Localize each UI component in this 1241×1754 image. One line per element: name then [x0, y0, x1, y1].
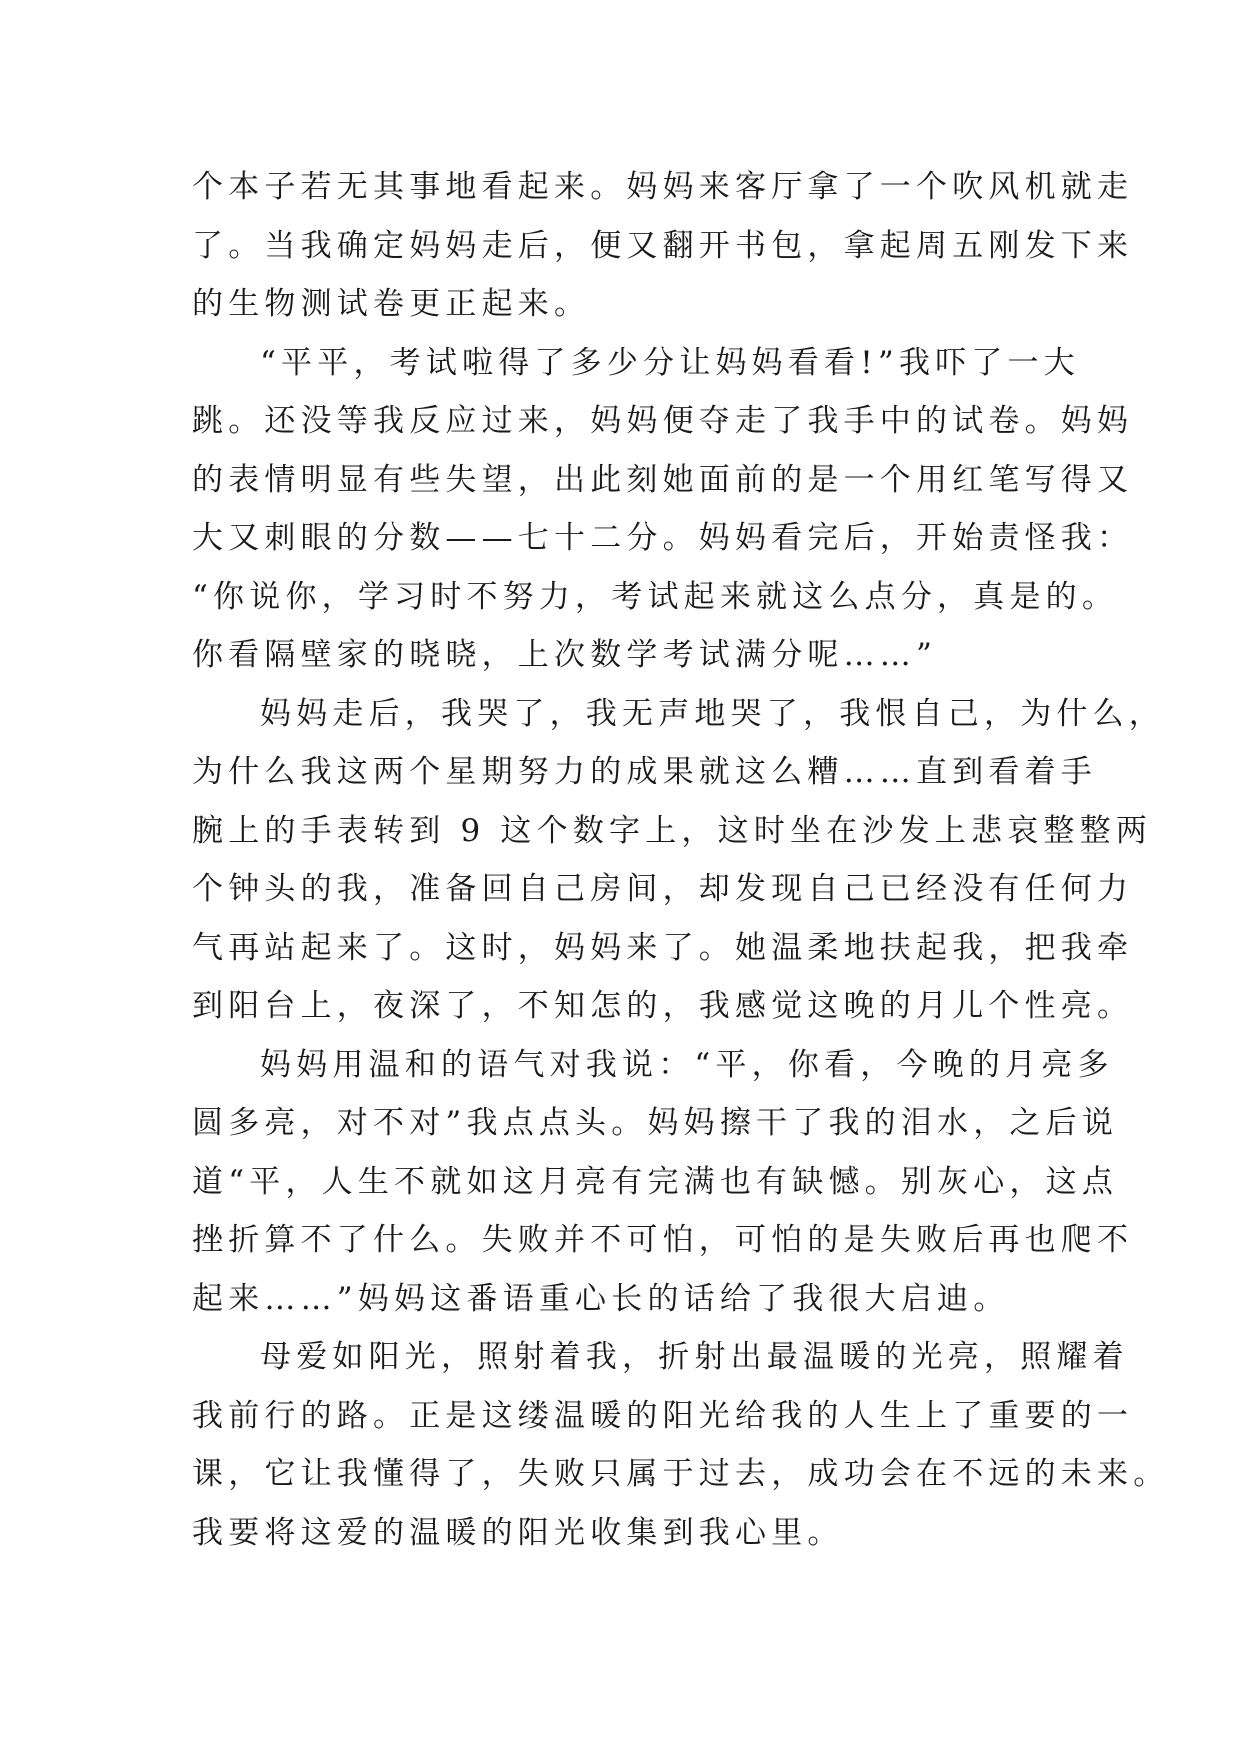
text-line: 我前行的路。正是这缕温暖的阳光给我的人生上了重要的一: [192, 1397, 1134, 1434]
text-line: 跳。还没等我反应过来，妈妈便夺走了我手中的试卷。妈妈: [192, 403, 1134, 439]
text-line: 妈妈用温和的语气对我说：“平，你看，今晚的月亮多: [260, 1046, 1114, 1083]
text-line: 到阳台上，夜深了，不知怎的，我感觉这晚的月儿个性亮。: [192, 988, 1134, 1024]
text-line: 课，它让我懂得了，失败只属于过去，成功会在不远的未来。: [192, 1456, 1170, 1492]
paragraph: [192, 158, 1134, 334]
paragraph: [192, 334, 1134, 685]
text-line: 大又刺眼的分数——七十二分。妈妈看完后，开始责怪我：: [192, 520, 1134, 556]
text-line: 挫折算不了什么。失败并不可怕，可怕的是失败后再也爬不: [192, 1222, 1134, 1258]
text-line: 为什么我这两个星期努力的成果就这么糟……直到看着手: [192, 754, 1097, 790]
text-line: 个本子若无其事地看起来。妈妈来客厅拿了一个吹风机就走: [192, 169, 1134, 205]
text-line: 的生物测试卷更正起来。: [192, 286, 591, 322]
body-text: [192, 158, 1170, 1562]
paragraph: [192, 1328, 1170, 1562]
text-line: 了。当我确定妈妈走后，便又翻开书包，拿起周五刚发下来: [192, 227, 1134, 264]
paragraph: [192, 1036, 1134, 1329]
text-line: 你看隔壁家的晓晓，上次数学考试满分呢……”: [192, 637, 938, 673]
text-line: 母爱如阳光，照射着我，折射出最温暖的光亮，照耀着: [260, 1339, 1129, 1375]
text-line: 起来……”妈妈这番语重心长的话给了我很大启迪。: [192, 1280, 1010, 1317]
text-line: 的表情明显有些失望，出此刻她面前的是一个用红笔写得又: [192, 461, 1134, 498]
text-line: 腕上的手表转到 9 这个数字上，这时坐在沙发上悲哀整整两: [192, 812, 1153, 849]
text-line: 气再站起来了。这时，妈妈来了。她温柔地扶起我，把我牵: [192, 929, 1134, 966]
paragraph: [192, 685, 1165, 1036]
text-line: 妈妈走后，我哭了，我无声地哭了，我恨自己，为什么，: [260, 695, 1165, 732]
text-line: 我要将这爱的温暖的阳光收集到我心里。: [192, 1514, 844, 1551]
text-line: 个钟头的我，准备回自己房间，却发现自己已经没有任何力: [192, 871, 1134, 907]
text-line: “你说你，学习时不努力，考试起来就这么点分，真是的。: [192, 578, 1119, 615]
text-line: 圆多亮，对不对”我点点头。妈妈擦干了我的泪水，之后说: [192, 1105, 1119, 1141]
text-line: “平平，考试啦得了多少分让妈妈看看!”我吓了一大: [260, 344, 1080, 381]
text-line: 道“平，人生不就如这月亮有完满也有缺憾。别灰心，这点: [192, 1163, 1119, 1200]
